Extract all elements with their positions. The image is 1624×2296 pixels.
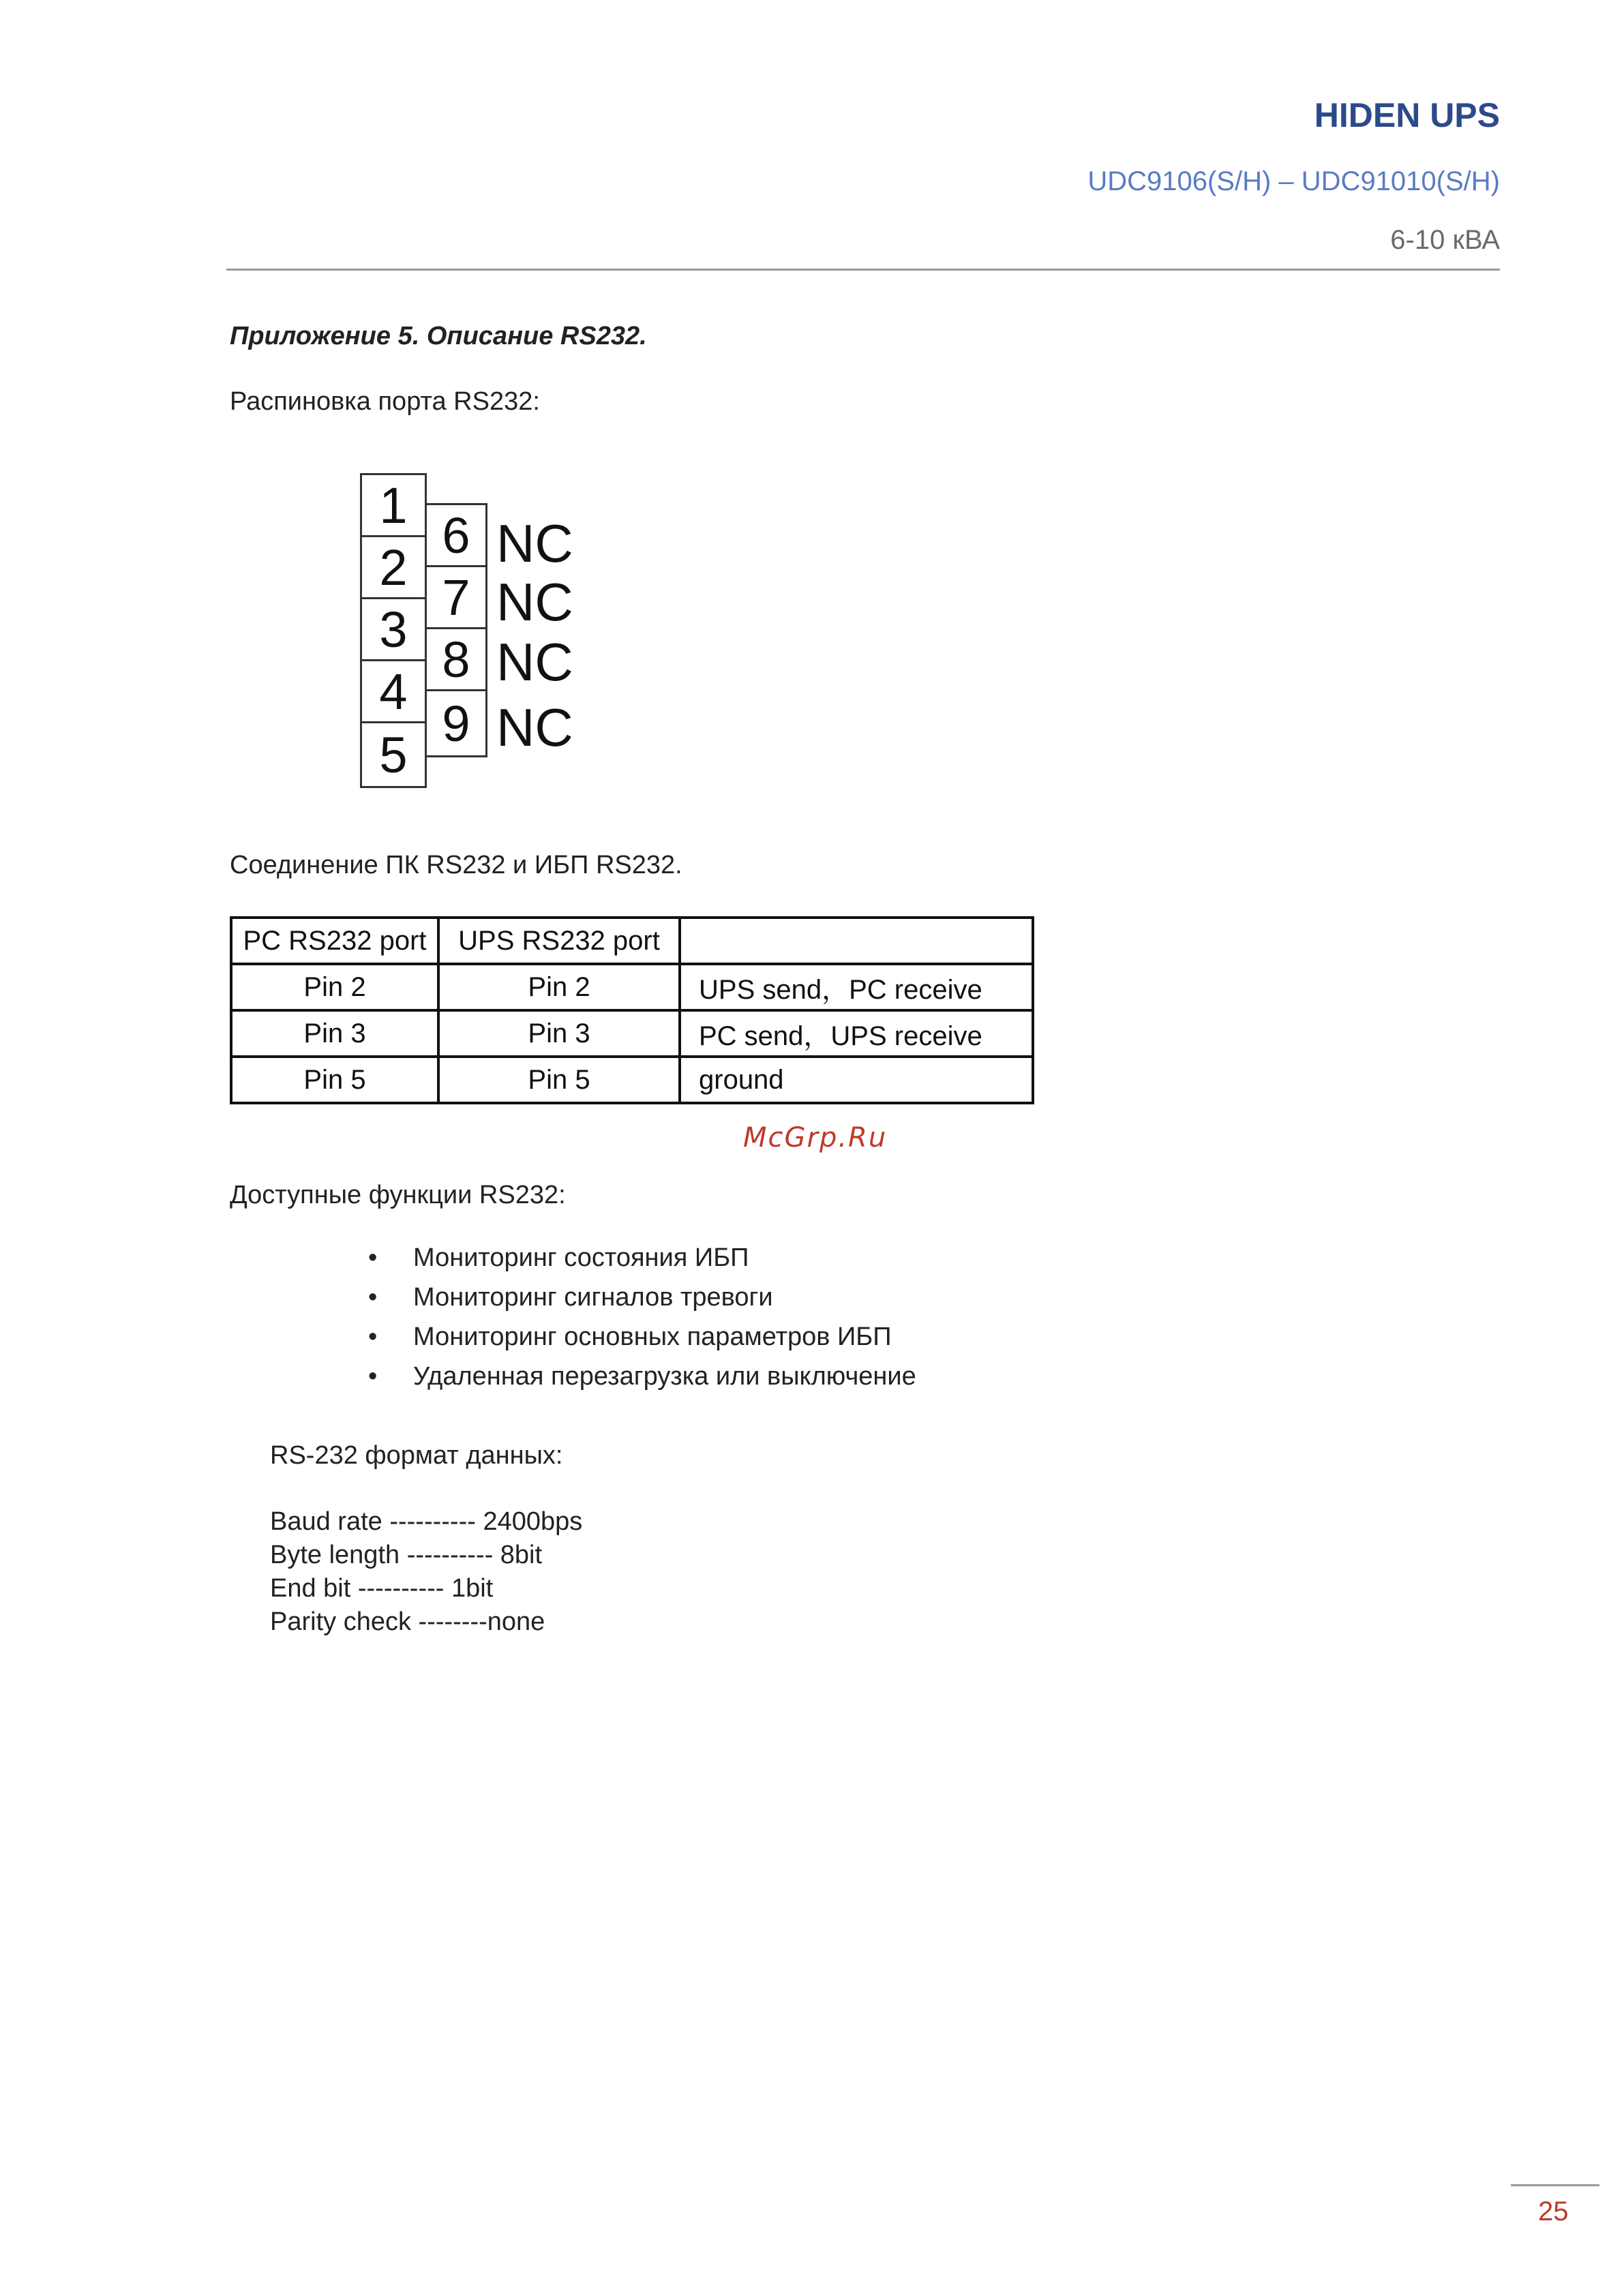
table-header-cell [680, 918, 1033, 964]
functions-caption: Доступные функции RS232: [230, 1181, 566, 1209]
format-block [270, 1505, 582, 1639]
table-header-cell: PC RS232 port [231, 918, 438, 964]
bullet-icon: • [368, 1323, 378, 1351]
bullet-icon: • [368, 1283, 378, 1312]
bullet-icon: • [368, 1243, 378, 1272]
table-cell: UPS send，PC receive [680, 964, 1033, 1010]
format-line: Byte length ---------- 8bit [270, 1541, 543, 1569]
section-title: Приложение 5. Описание RS232. [230, 322, 647, 350]
table-row [231, 1010, 1033, 1057]
functions-list [368, 1238, 916, 1396]
model-range: UDC9106(S/H) – UDC91010(S/H) [1087, 166, 1500, 196]
table-cell: Pin 2 [438, 964, 680, 1010]
header-divider [226, 269, 1500, 271]
format-line: Parity check --------none [270, 1607, 545, 1636]
list-item [368, 1238, 916, 1278]
connection-caption: Соединение ПК RS232 и ИБП RS232. [230, 851, 682, 879]
pin-6-label: NC [496, 513, 573, 573]
format-caption: RS-232 формат данных: [270, 1441, 563, 1470]
pin-8-label: NC [496, 632, 573, 692]
pin-9-box: 9 [425, 689, 487, 757]
format-line: Baud rate ---------- 2400bps [270, 1507, 583, 1536]
footer-divider [1511, 2184, 1599, 2186]
document-brand-title: HIDEN UPS [1314, 96, 1500, 134]
connection-table [230, 916, 1034, 1104]
pin-7-label: NC [496, 572, 573, 632]
list-item [368, 1317, 916, 1357]
table-cell: PC send，UPS receive [680, 1010, 1033, 1057]
table-header-row [231, 918, 1033, 964]
pin-9-label: NC [496, 697, 573, 757]
table-cell: Pin 3 [438, 1010, 680, 1057]
table-cell: Pin 3 [231, 1010, 438, 1057]
function-text: Мониторинг основных параметров ИБП [413, 1323, 892, 1351]
pin-4-box: 4 [360, 659, 427, 723]
function-text: Мониторинг сигналов тревоги [413, 1283, 773, 1312]
format-line: End bit ---------- 1bit [270, 1574, 494, 1603]
watermark: McGrp.Ru [743, 1122, 888, 1153]
table-cell: Pin 2 [231, 964, 438, 1010]
table-cell: Pin 5 [438, 1057, 680, 1103]
pin-2-box: 2 [360, 535, 427, 599]
bullet-icon: • [368, 1362, 378, 1391]
table-cell: Pin 5 [231, 1057, 438, 1103]
function-text: Удаленная перезагрузка или выключение [413, 1362, 916, 1391]
pin-8-box: 8 [425, 627, 487, 691]
list-item [368, 1278, 916, 1317]
pin-7-box: 7 [425, 565, 487, 629]
pin-3-box: 3 [360, 597, 427, 661]
pinout-caption: Распиновка порта RS232: [230, 387, 540, 416]
table-row [231, 1057, 1033, 1103]
list-item [368, 1357, 916, 1396]
function-text: Мониторинг состояния ИБП [413, 1243, 749, 1272]
table-header-cell: UPS RS232 port [438, 918, 680, 964]
page-number: 25 [1538, 2196, 1569, 2226]
table-cell: ground [680, 1057, 1033, 1103]
pin-5-box: 5 [360, 721, 427, 788]
pin-6-box: 6 [425, 503, 487, 567]
pin-1-box: 1 [360, 473, 427, 537]
table-row [231, 964, 1033, 1010]
power-rating: 6-10 кВА [1390, 225, 1500, 255]
